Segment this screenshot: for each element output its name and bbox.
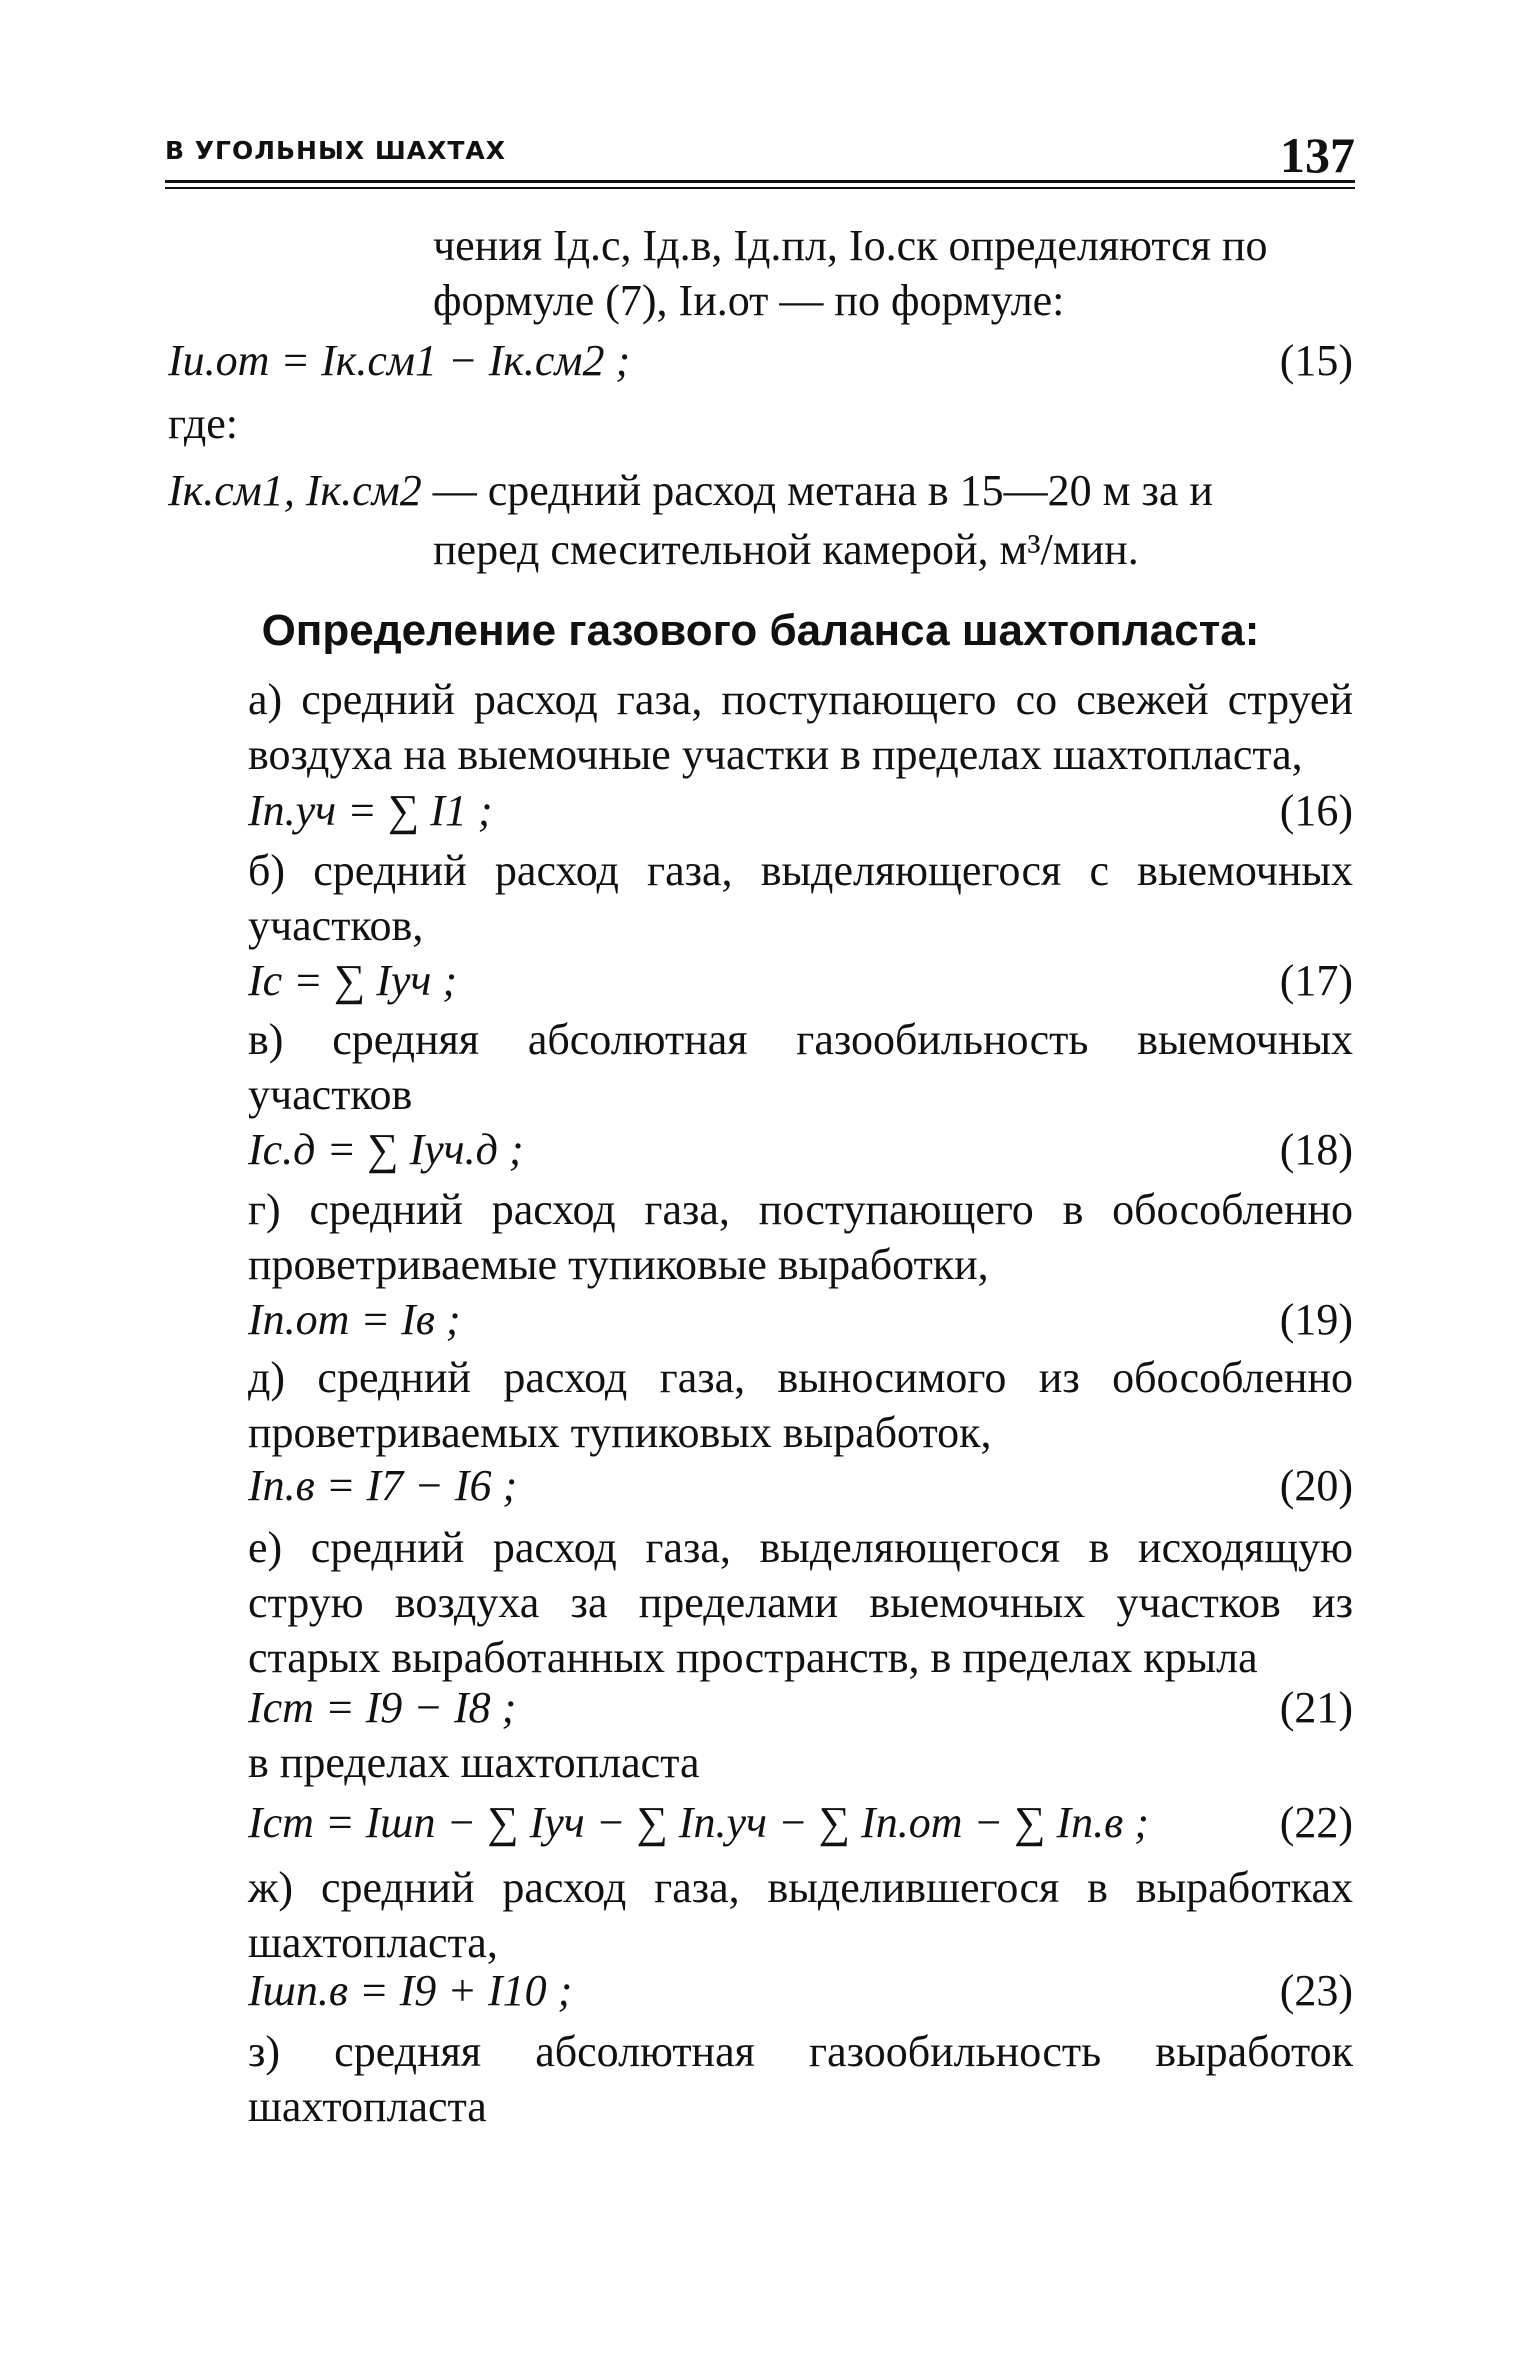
- formula-number: (21): [1279, 1683, 1353, 1732]
- item-b: б) средний расход газа, выделяющегося с выемочных участков,: [248, 846, 1353, 950]
- formula-number: (17): [1279, 956, 1353, 1005]
- formula-expression: Iст = Iшп − ∑ Iуч − ∑ Iп.уч − ∑ Iп.от − ∑ Iп.в ;: [248, 1798, 1149, 1847]
- page-header: [165, 127, 1355, 183]
- item-e: е) средний расход газа, выделяющегося в исходящую струю воздуха за пределами выемочных участков из старых выработанных пространств, в пределах крыла: [248, 1523, 1353, 1682]
- intro-line-2: формуле (7), Iи.от — по формуле:: [433, 276, 1065, 325]
- formula-expression: Iшп.в = I9 + I10 ;: [248, 1966, 573, 2015]
- item-a: а) средний расход газа, поступающего со свежей струей воздуха на выемочные участки в пределах шахтопласта,: [248, 675, 1353, 779]
- formula-expression: Iп.в = I7 − I6 ;: [248, 1461, 518, 1510]
- formula-19: [168, 1292, 1353, 1348]
- item-d: д) средний расход газа, выносимого из обособленно проветриваемых тупиковых выработок,: [248, 1353, 1353, 1457]
- formula-number: (15): [1279, 336, 1353, 385]
- formula-15: [168, 333, 1353, 389]
- formula-number: (16): [1279, 786, 1353, 835]
- formula-number: (20): [1279, 1461, 1353, 1510]
- definition-line-2: перед смесительной камерой, м³/мин.: [433, 525, 1139, 574]
- formula-number: (18): [1279, 1125, 1353, 1174]
- formula-20: [168, 1458, 1353, 1514]
- item-z: з) средняя абсолютная газообильность выработок шахтопласта: [248, 2027, 1353, 2131]
- formula-number: (22): [1279, 1798, 1353, 1847]
- formula-17: [168, 953, 1353, 1009]
- formula-number: (19): [1279, 1295, 1353, 1344]
- formula-expression: Iи.от = Iк.см1 − Iк.см2 ;: [168, 336, 631, 385]
- formula-16: [168, 783, 1353, 839]
- definition-line-1: [168, 463, 1353, 518]
- formula-18: [168, 1122, 1353, 1178]
- section-heading: Определение газового баланса шахтопласта:: [261, 606, 1260, 655]
- formula-21: [168, 1680, 1353, 1736]
- item-zh: ж) средний расход газа, выделившегося в выработках шахтопласта,: [248, 1863, 1353, 1967]
- item-g: г) средний расход газа, поступающего в обособленно проветриваемые тупиковые выработки,: [248, 1185, 1353, 1289]
- item-e-sub: в пределах шахтопласта: [248, 1738, 700, 1787]
- header-rule: [165, 180, 1355, 189]
- formula-expression: Iс = ∑ Iуч ;: [248, 956, 458, 1005]
- formula-expression: Iст = I9 − I8 ;: [248, 1683, 517, 1732]
- intro-line-1: чения Iд.с, Iд.в, Iд.пл, Iо.ск определяются по: [433, 221, 1268, 270]
- definition-symbols: Iк.см1, Iк.см2: [168, 466, 422, 515]
- definition-text-1: — средний расход метана в 15—20 м за и: [432, 466, 1213, 515]
- where-label: где:: [168, 399, 238, 448]
- running-title: В УГОЛЬНЫХ ШАХТАХ: [165, 136, 507, 165]
- formula-23: [168, 1963, 1353, 2019]
- formula-22: [168, 1795, 1353, 1851]
- item-v: в) средняя абсолютная газообильность выемочных участков: [248, 1015, 1353, 1119]
- formula-expression: Iс.д = ∑ Iуч.д ;: [248, 1125, 524, 1174]
- formula-expression: Iп.от = Iв ;: [248, 1295, 461, 1344]
- formula-expression: Iп.уч = ∑ I1 ;: [248, 786, 493, 835]
- formula-number: (23): [1279, 1966, 1353, 2015]
- page-number: 137: [1280, 127, 1355, 183]
